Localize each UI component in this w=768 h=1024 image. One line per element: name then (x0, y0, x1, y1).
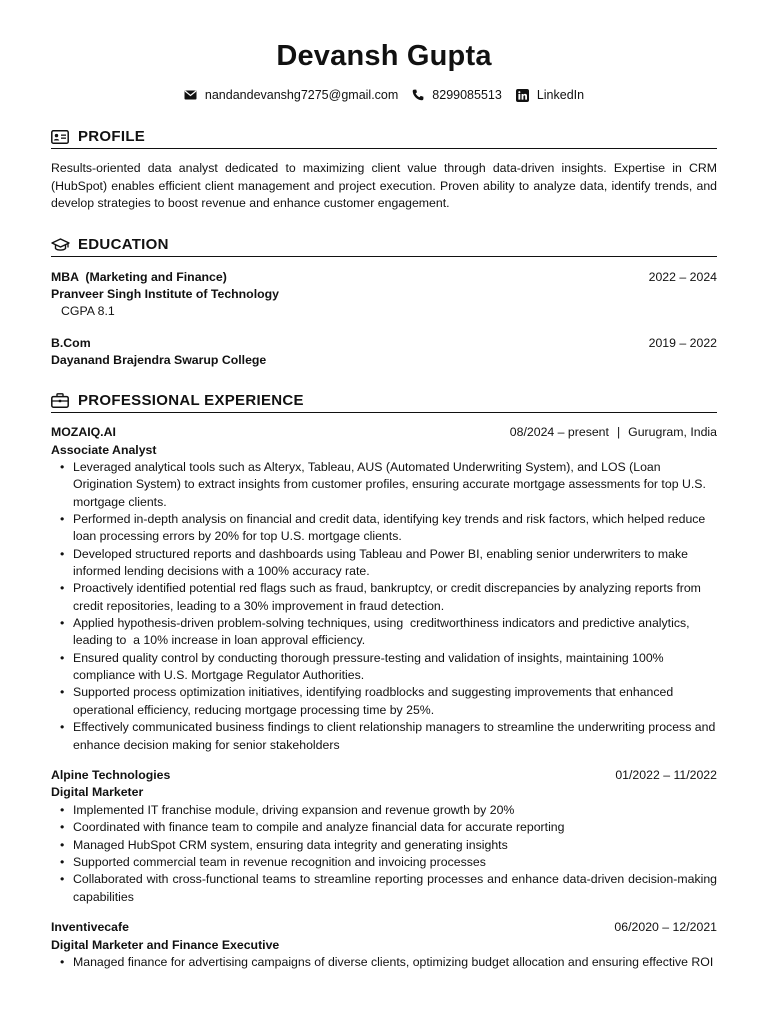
job-header-mozaiq (51, 424, 717, 441)
email-text: nandandevanshg7275@gmail.com (204, 88, 399, 102)
section-title: PROFILE (78, 128, 146, 145)
institution: Pranveer Singh Institute of Technology (51, 287, 279, 301)
education-entry-1 (51, 269, 717, 286)
company-name: Inventivecafe (51, 920, 129, 934)
contact-email[interactable] (184, 88, 398, 102)
profile-summary: Results-oriented data analyst dedicated to maximizing client value through data-driven insights. Expertise in CRM (HubSpot) enables efficient client management and project execution. Proven ability to analyze data, identify trends, and develop strategies to boost revenue and enhance customer engagement. (51, 161, 717, 211)
section-title: EDUCATION (78, 236, 169, 253)
section-title: PROFESSIONAL EXPERIENCE (78, 392, 304, 409)
briefcase-icon (51, 393, 71, 409)
dates: 01/2022 – 11/2022 (615, 768, 717, 782)
job-bullets-alpine (51, 802, 717, 906)
job-meta (510, 424, 717, 441)
list-item: • Supported process optimization initiatives, identifying roadblocks and suggesting improvements that enhanced operational efficiency, reducing mortgage processing time by 25%. (51, 684, 717, 719)
institution: Dayanand Brajendra Swarup College (51, 353, 267, 367)
list-item: • Performed in-depth analysis on financial and credit data, identifying key trends and risk factors, which helped reduce loan processing errors by 20% for top U.S. mortgage clients. (51, 511, 717, 546)
contact-phone[interactable] (412, 88, 502, 102)
list-item: • Leveraged analytical tools such as Alteryx, Tableau, AUS (Automated Underwriting System), and LOS (Loan Origination System) to extract insights from customer profiles, ensuring accurate mortgage assessments for top U.S. mortgage clients. (51, 459, 717, 511)
list-item: • Applied hypothesis-driven problem-solving techniques, using creditworthiness indicators and predictive analytics, leading to a 10% increase in loan approval efficiency. (51, 615, 717, 650)
list-item: • Proactively identified potential red flags such as fraud, bankruptcy, or credit discrepancies by analyzing reports from credit repositories, leading to a 30% improvement in fraud detection. (51, 580, 717, 615)
separator: | (616, 425, 621, 439)
list-item: • Managed HubSpot CRM system, ensuring data integrity and generating insights (51, 837, 717, 854)
contact-linkedin[interactable] (516, 88, 584, 102)
education-entry-2 (51, 335, 717, 352)
grade: CGPA 8.1 (61, 304, 115, 318)
list-item: • Collaborated with cross-functional teams to streamline reporting processes and enhance data-driven decision-making capabilities (51, 871, 717, 906)
phone-icon (412, 89, 424, 101)
envelope-icon (184, 90, 197, 100)
dates: 2019 – 2022 (648, 336, 717, 350)
company-name: Alpine Technologies (51, 768, 171, 782)
graduation-cap-icon (51, 237, 71, 253)
experience-heading (51, 392, 717, 413)
linkedin-icon (516, 89, 529, 102)
education-heading (51, 236, 717, 257)
dates: 08/2024 – present (509, 425, 609, 439)
list-item: • Supported commercial team in revenue recognition and invoicing processes (51, 854, 717, 871)
job-bullets-mozaiq (51, 459, 717, 754)
candidate-name: Devansh Gupta (276, 40, 492, 72)
job-title: Digital Marketer (51, 785, 144, 799)
list-item: • Coordinated with finance team to compile and analyze financial data for accurate reporting (51, 819, 717, 836)
dates: 06/2020 – 12/2021 (614, 920, 717, 934)
degree: B.Com (51, 336, 91, 350)
job-header-inventivecafe (51, 919, 717, 936)
company-name: MOZAIQ.AI (51, 425, 116, 439)
list-item: • Managed finance for advertising campaigns of diverse clients, optimizing budget allocation and ensuring effective ROI (51, 954, 717, 971)
list-item: • Implemented IT franchise module, driving expansion and revenue growth by 20% (51, 802, 717, 819)
job-header-alpine (51, 767, 717, 784)
dates: 2022 – 2024 (648, 270, 717, 284)
job-bullets-inventivecafe (51, 954, 717, 971)
job-title: Associate Analyst (51, 443, 157, 457)
phone-text: 8299085513 (432, 88, 502, 102)
profile-heading (51, 128, 717, 149)
list-item: • Effectively communicated business findings to client relationship managers to streamline the underwriting process and enhance decision making for senior stakeholders (51, 719, 717, 754)
degree: MBA (Marketing and Finance) (51, 270, 227, 284)
linkedin-link: LinkedIn (536, 88, 585, 102)
list-item: • Developed structured reports and dashboards using Tableau and Power BI, enabling senior underwriters to make informed lending decisions with a 100% accuracy rate. (51, 546, 717, 581)
location: Gurugram, India (628, 425, 717, 439)
job-title: Digital Marketer and Finance Executive (51, 938, 280, 952)
contact-bar (0, 88, 768, 102)
id-card-icon (51, 129, 71, 145)
list-item: • Ensured quality control by conducting thorough pressure-testing and validation of insights, maintaining 100% compliance with U.S. Mortgage Regulator Authorities. (51, 650, 717, 685)
